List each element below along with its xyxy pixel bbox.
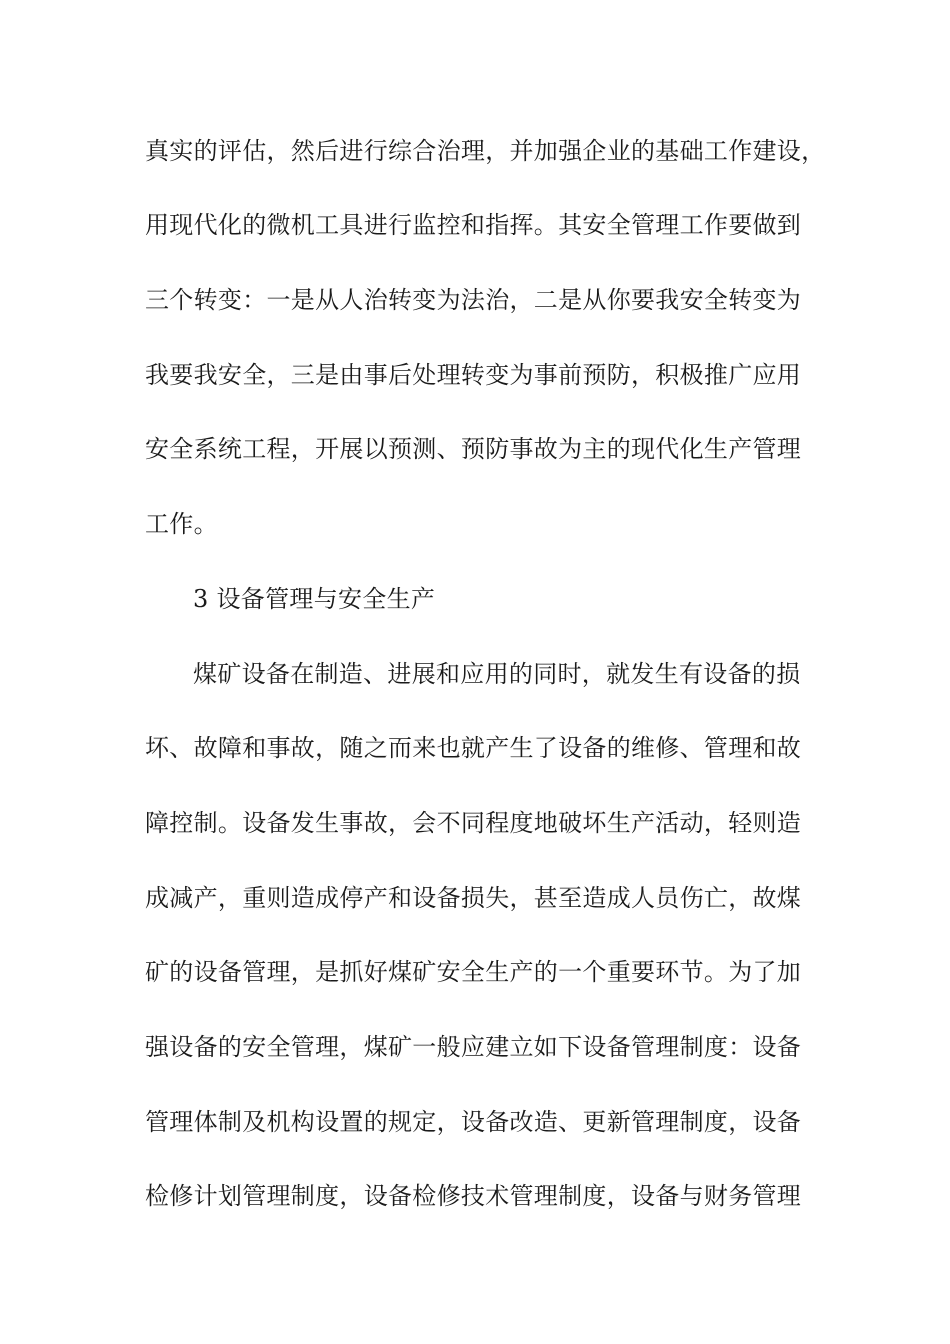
body-text-line: 安全系统工程，开展以预测、预防事故为主的现代化生产管理	[145, 435, 802, 463]
body-text-line: 我要我安全，三是由事后处理转变为事前预防，积极推广应用	[145, 361, 802, 389]
body-text-line: 成减产，重则造成停产和设备损失，甚至造成人员伤亡，故煤	[145, 884, 802, 912]
body-text-line: 管理体制及机构设置的规定，设备改造、更新管理制度，设备	[145, 1108, 802, 1136]
body-text-line: 用现代化的微机工具进行监控和指挥。其安全管理工作要做到	[145, 211, 802, 239]
body-text-line: 工作。	[145, 510, 218, 538]
body-text-line: 坏、故障和事故，随之而来也就产生了设备的维修、管理和故	[145, 734, 802, 762]
body-text-line: 强设备的安全管理，煤矿一般应建立如下设备管理制度：设备	[145, 1033, 802, 1061]
body-text-line: 真实的评估，然后进行综合治理，并加强企业的基础工作建设，	[145, 137, 826, 165]
body-text-line: 检修计划管理制度，设备检修技术管理制度，设备与财务管理	[145, 1182, 802, 1210]
section-heading: 3 设备管理与安全生产	[193, 585, 436, 613]
body-text-line: 矿的设备管理，是抓好煤矿安全生产的一个重要环节。为了加	[145, 958, 802, 986]
body-text-line: 煤矿设备在制造、进展和应用的同时，就发生有设备的损	[193, 660, 801, 688]
body-text-line: 障控制。设备发生事故，会不同程度地破坏生产活动，轻则造	[145, 809, 802, 837]
body-text-line: 三个转变：一是从人治转变为法治，二是从你要我安全转变为	[145, 286, 802, 314]
